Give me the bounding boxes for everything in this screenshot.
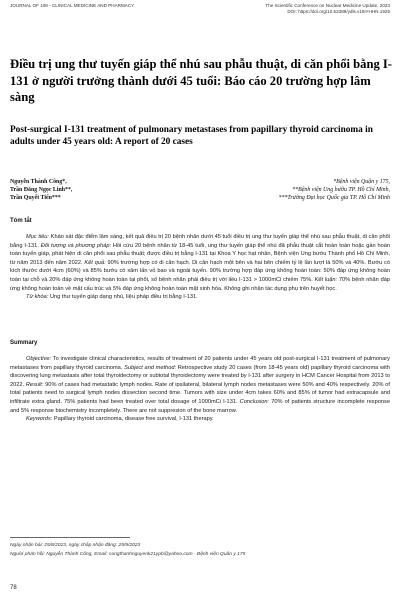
objective-label: Objective: [26,356,52,362]
result-label: Kết quả: [84,259,106,266]
method-label: Đối tượng và phương pháp: [40,242,112,249]
keywords-vi [10,293,390,302]
conclusion-label: Kết luận: [314,276,338,283]
method-text: Retrospective study 20 cases (from 18-45 years old) papillary thyroid carcinoma with discovering lung metastasis after total thyroidectomy or subtotal thyroidectomy were treated by I-131 after surgery in HCM Cancer Hospital from 2013 to 2022. [10,364,390,388]
summary-vi-body [10,233,390,293]
objective-label: Mục tiêu: [26,234,49,240]
author-name: Trần Đăng Ngọc Linh**, [10,187,73,193]
author-name: Nguyễn Thành Công*, [10,179,67,185]
title-english: Post-surgical I-131 treatment of pulmonary metastases from papillary thyroid carcinoma in adults under 45 years old: A report of 20 cases [10,125,373,148]
page-header [10,3,390,25]
summary-vi-heading: Tóm tắt [10,218,32,224]
keywords-text: Papillary thyroid carcinoma, disease free survival, I-131 therapy. [52,416,214,423]
result-text: 90% trường hợp có di căn hạch. Di căn hạch một bên và hai bên chiếm tỷ lệ lần lượt là 50% và 40%. Bướu có kích thước dưới 4cm (60%) và 85% bướu có xâm lấn vỏ bao và ngoài tuyến. 90% trường hợp đáp ứng không hoàn toàn: 50% đáp ứng không hoàn toàn tại chỗ và 20% đáp ứng không hoàn toàn tại phổi, số bệnh nhân phải điều trị với liều I-131 > 1000mCi chiếm 75%. [10,259,390,283]
keywords-text: Ung thư tuyến giáp dạng nhú, liệu pháp điều trị bằng I-131. [48,294,198,301]
summary-en-body [10,355,390,415]
result-label: Result: [25,381,44,388]
header-right [170,3,390,14]
summary-vi-text [10,233,390,302]
keywords-label: Từ khóa: [26,294,49,301]
received-accepted-dates: Ngày nhận bài: 25/8/2023, ngày chấp nhận đăng: 25/9/2023 [10,543,141,548]
author-row [10,186,390,194]
page-number: 78 [10,585,17,591]
conclusion-text: 70% bệnh nhân đáp ứng không hoàn toàn về mặt cấu trúc và 5% đáp ứng không hoàn toàn mặt sinh hóa. Không ghi nhận tác dụng phụ trên huyết học. [10,276,390,292]
doi-link[interactable]: DOI: https://doi.org/10.52389/ydls.v18iYHHN.1925 [287,8,390,14]
footnote-divider [10,537,130,538]
author-affiliation: ***Trường Đại học Quốc gia TP. Hồ Chí Minh [278,195,390,201]
author-affiliation: *Bệnh viện Quận y 175, [333,179,390,185]
author-affiliation: **Bệnh viện Ung bướu TP. Hồ Chí Minh, [292,187,390,193]
objective-text: Khảo sát đặc điểm lâm sàng, kết quả điều trị 20 bệnh nhân dưới 45 tuổi điều trị ung thư tuyến giáp thể nhú sau phẫu thuật, di căn phổi bằng I-131. [10,234,390,249]
author-name: Trần Quyết Tiến*** [10,195,61,201]
conclusion-text: 70% of patients structure incomplete response and 5% response biochemistry incompletely. There are not suppresion of the bone marrow. [10,398,390,414]
summary-en-text [10,355,390,424]
keywords-en [10,415,390,424]
method-label: Subject and method: [124,364,177,371]
method-text: Hồi cứu 20 bệnh nhân từ 18-45 tuổi, ung thư tuyến giáp thể nhú đã phẫu thuật cắt hoàn toàn hoặc gần hoàn toàn tuyến giáp, phát hiện di căn phổi sau phẫu thuật; được điều trị bằng I-131 tại Khoa Y học hạt nhân, Bệnh viện Ung bướu Thành phố Hồ Chí Minh, từ năm 2013 đến năm 2022. [10,242,391,266]
keywords-label: Keywords: [26,416,53,423]
conclusion-label: Conclusion: [239,398,270,405]
author-row [10,178,390,186]
journal-name: JOURNAL OF 108 - CLINICAL MEDICINE AND PHARMACY [10,3,135,8]
author-row [10,194,390,202]
objective-text: To investigate clinical characteristics, results of treatment of 20 patients under 45 years old post-surgical I-131 treatment of pulmonary metastases from papillary thyroid carcinoma. [10,356,390,371]
correspondence-info: Người phản hồi: Nguyễn Thành Công, Email: congthanhnguyenk21ypb@yahoo.com - Bệnh viện Quân y 175 [10,551,246,557]
result-text: 90% of cases had metastatic lymph nodes. Rate of ipsilateral, bilateral lymph nodes metastases were 50% and 40% respectively. 20% of total patients need to surgical lymph nodes dissection second time. Tumors with size under 4cm takes 60% and 85% of tumor had extracapsule and infiltrate extra gland. 75% patients had been treated over total dosage of 1000mCi I-131. [10,381,390,405]
footnotes [10,542,390,559]
authors-block [10,178,390,202]
title-vietnamese: Điều trị ung thư tuyến giáp thể nhú sau phẫu thuật, di căn phổi bằng I-131 ở người trưởng thành dưới 45 tuổi: Báo cáo 20 trường hợp lâm sàng [10,57,392,104]
conference-name: The Scientific Conference on Nuclear Medicine Update, 2023 [265,3,390,8]
summary-en-heading: Summary [10,340,38,346]
